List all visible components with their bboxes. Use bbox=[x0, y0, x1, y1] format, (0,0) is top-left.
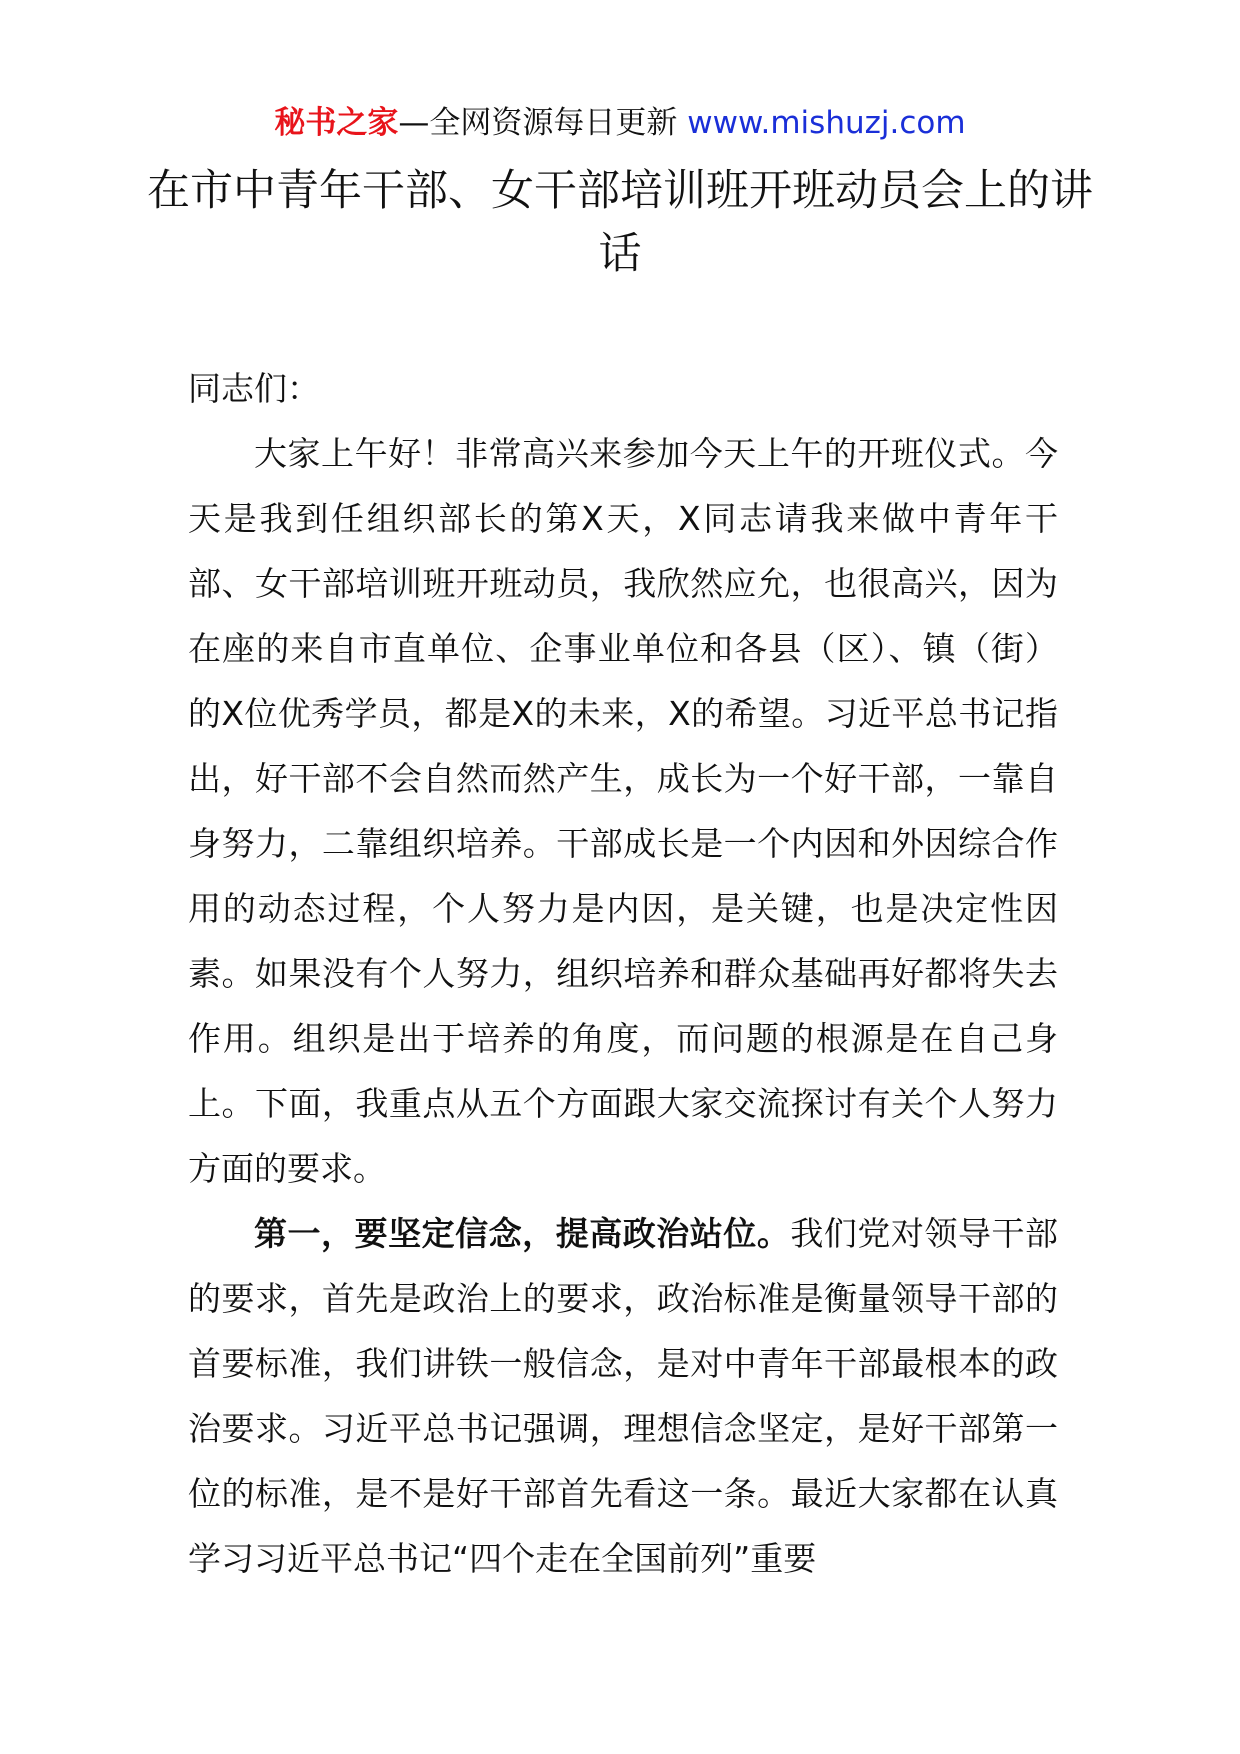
paragraph-2 bbox=[188, 1201, 1058, 1591]
site-slogan: —全网资源每日更新 bbox=[398, 105, 688, 141]
paragraph-2-lead: 第一，要坚定信念，提高政治站位。 bbox=[254, 1214, 791, 1253]
salutation: 同志们： bbox=[188, 369, 320, 408]
site-brand: 秘书之家 bbox=[274, 105, 399, 141]
site-url-link[interactable]: www.mishuzj.com bbox=[687, 105, 966, 141]
site-header bbox=[0, 100, 1240, 146]
paragraph-1: 大家上午好！非常高兴来参加今天上午的开班仪式。今天是我到任组织部长的第X天，X同志请我来做中青年干部、女干部培训班开班动员，我欣然应允，也很高兴，因为在座的来自市直单位、企事业单位和各县（区）、镇（街）的X位优秀学员，都是X的未来，X的希望。习近平总书记指出，好干部不会自然而然产生，成长为一个好干部，一靠自身努力，二靠组织培养。干部成长是一个内因和外因综合作用的动态过程，个人努力是内因，是关键，也是决定性因素。如果没有个人努力，组织培养和群众基础再好都将失去作用。组织是出于培养的角度，而问题的根源是在自己身上。下面，我重点从五个方面跟大家交流探讨有关个人努力方面的要求。 bbox=[188, 434, 1058, 1188]
document-title: 在市中青年干部、女干部培训班开班动员会上的讲话 bbox=[147, 166, 1093, 279]
document-body bbox=[188, 356, 1058, 1591]
paragraph-2-text: 我们党对领导干部的要求，首先是政治上的要求，政治标准是衡量领导干部的首要标准，我们讲铁一般信念，是对中青年干部最根本的政治要求。习近平总书记强调，理想信念坚定，是好干部第一位的标准，是不是好干部首先看这一条。最近大家都在认真学习习近平总书记“四个走在全国前列”重要 bbox=[188, 1214, 1059, 1578]
